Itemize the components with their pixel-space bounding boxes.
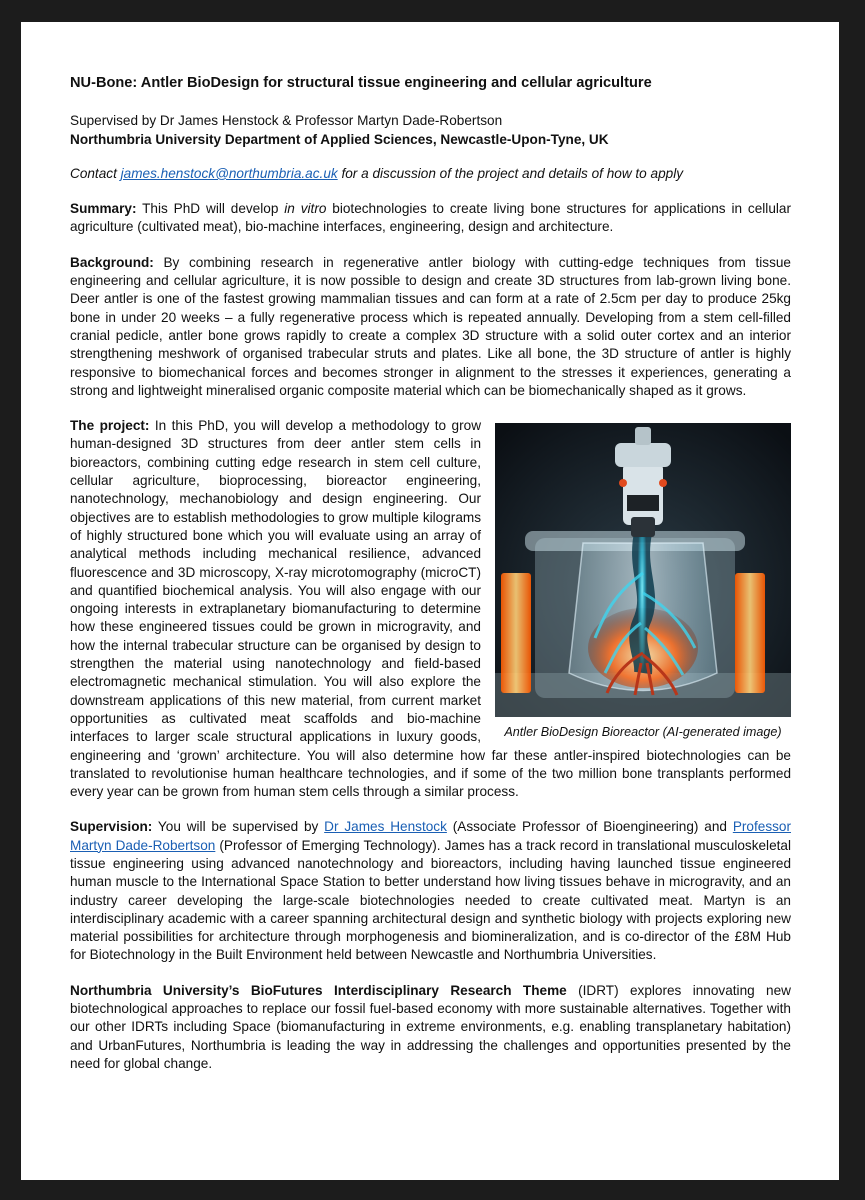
project-paragraph: The project: In this PhD, you will develop a methodology to grow human-designed 3D structures from deer antler stem cells in bioreactors, combining cutting edge research in stem cell culture, cellular agriculture, bioprocessing, bioreactor engineering, nanotechnology, mechanobiology and design engineering. Our objectives are to establish methodologies to grow multiple kilograms of highly structured bone which you will evaluate using an array of analytical methods including mechanical resilience, advanced fluorescence and 3D microscopy, X-ray microtomography (microCT) and quantified biochemical analysis. You will also engage with our ongoing interests in extraplanetary biomanufacturing to determine how these engineered tissues could be grown in microgravity, and how the internal trabecular structure can be organised by design to strengthen the material using nanotechnology and field-based electromagnetic mechanical stimulation. You will also explore the downstream applications of this new material, from current market opportunities as cultivated meat scaffolds and bio-machine interfaces to larger scale structural applications in luxury goods, engineering and ‘grown’ architecture. You will also determine how far these antler-inspired biotechnologies can be translated to revolutionise human healthcare technologies, and if some of the two million bone transplants performed every year can be grown from human stem cells through a similar process. — [70, 418, 791, 800]
bioreactor-figure — [495, 423, 791, 740]
supervisor-henstock-link[interactable]: Dr James Henstock — [324, 819, 447, 835]
supervisor-dade-robertson-link[interactable]: Professor Martyn Dade-Robertson — [70, 819, 791, 853]
figure-caption: Antler BioDesign Bioreactor (AI-generated image) — [504, 725, 782, 740]
supervisors-line: Supervised by Dr James Henstock & Professor Martyn Dade-Robertson — [70, 113, 503, 129]
contact-email-link[interactable]: james.henstock@northumbria.ac.uk — [120, 165, 338, 181]
supervision-paragraph: Supervision: You will be supervised by Dr James Henstock (Associate Professor of Bioengineering) and Professor Martyn Dade-Robertson (Professor of Emerging Technology). James has a track record in translational musculoskeletal tissue engineering using advanced nanotechnology and bioreactors, including having launched tissue engineered human muscle to the International Space Station to better understand how living tissues behave in microgravity, and an industry career developing the large-scale biotechnologies needed to create cultivated meat. Martyn is an interdisciplinary academic with a career spanning architectural design and synthetic biology with projects exploring new material possibilities for architecture through morphogenesis and biomineralization, and is co-director of the £8M Hub for Biotechnology in the Built Environment held between Newcastle and Northumbria Universities. — [70, 819, 791, 963]
background-paragraph: Background: By combining research in regenerative antler biology with cutting-edge techniques from tissue engineering and cellular agriculture, it is now possible to design and create 3D structures from lab-grown living bone. Deer antler is one of the fastest growing mammalian tissues and can form at a rate of 2.5cm per day to produce 25kg bone in under 20 weeks – a fully regenerative process which is repeated annually. Developing from a stem cell-filled cranial pedicle, antler bone grows rapidly to create a complex 3D structure with a solid outer cortex and an interior strengthening meshwork of organised trabecular struts and plates. Like all bone, the 3D structure of antler is highly responsive to biomechanical forces and becomes stronger in alignment to the stresses it experiences, generating a strong and lightweight mineralised organic composite material which can be biomechanically shaped as it grows. — [70, 254, 791, 398]
supervision-label: Supervision: — [70, 819, 153, 835]
summary-paragraph: Summary: This PhD will develop in vitro biotechnologies to create living bone structures for applications in cellular agriculture (cultivated meat), bio-machine interfaces, engineering, design and architecture. — [70, 201, 791, 235]
document-page — [21, 22, 839, 1180]
department-line: Northumbria University Department of Applied Sciences, Newcastle-Upon-Tyne, UK — [70, 131, 609, 147]
bioreactor-image — [495, 423, 791, 717]
biofutures-paragraph: Northumbria University’s BioFutures Interdisciplinary Research Theme (IDRT) explores innovating new biotechnological approaches to replace our fossil fuel-based economy with more sustainable alternatives. Together with our other IDRTs including Space (biomanufacturing in extreme environments, e.g. enabling transplanetary habitation) and UrbanFutures, Northumbria is leading the way in addressing the challenges and opportunities presented by the need for global change. — [70, 982, 791, 1071]
document-title: NU-Bone: Antler BioDesign for structural tissue engineering and cellular agriculture — [70, 75, 652, 91]
biofutures-label: Northumbria University’s BioFutures Interdisciplinary Research Theme — [70, 982, 567, 998]
project-label: The project: — [70, 418, 150, 434]
background-label: Background: — [70, 254, 154, 270]
contact-line: Contact james.henstock@northumbria.ac.uk for a discussion of the project and details of how to apply — [70, 165, 684, 181]
project-section — [70, 417, 791, 801]
summary-label: Summary: — [70, 201, 137, 217]
